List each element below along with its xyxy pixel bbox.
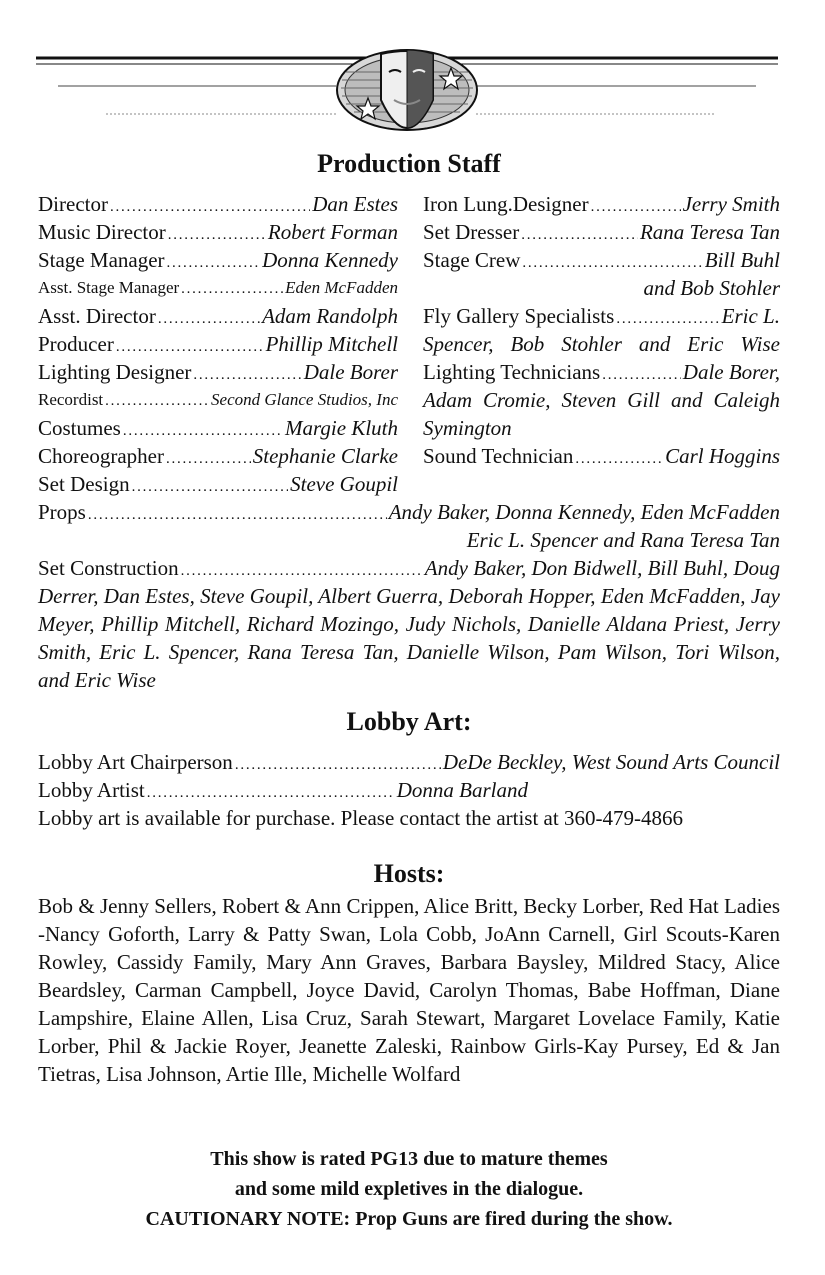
- staff-row: [423, 358, 780, 386]
- staff-name: Eden McFadden: [285, 278, 398, 297]
- staff-row: [38, 386, 398, 414]
- staff-role: Asst. Director: [38, 304, 156, 328]
- staff-row: [38, 498, 780, 526]
- staff-row: [38, 442, 398, 470]
- set-construction-crew: Derrer, Dan Estes, Steve Goupil, Albert Guerra, Deborah Hopper, Eden McFadden, Jay Meyer, Phillip Mitchell, Richard Mozingo, Judy Nichols, Danielle Aldana Priest, Jerry Smith, Eric L. Spencer, Rana Teresa Tan, Danielle Wilson, Pam Wilson, Tori Wilson, and Eric Wise: [38, 584, 780, 692]
- staff-columns: [38, 190, 780, 498]
- staff-name: Second Glance Studios, Inc: [211, 390, 398, 409]
- staff-role: Props: [38, 500, 86, 524]
- staff-left-column: [38, 190, 398, 498]
- set-construction-entry: [38, 554, 780, 694]
- staff-name: Robert Forman: [267, 220, 398, 244]
- props-entry: [38, 498, 780, 554]
- staff-row: [38, 218, 398, 246]
- staff-name: Carl Hoggins: [665, 444, 780, 468]
- staff-role: Asst. Stage Manager: [38, 278, 180, 297]
- staff-role: Recordist: [38, 390, 104, 409]
- staff-role: Choreographer: [38, 444, 164, 468]
- rating-notice: [38, 1144, 780, 1234]
- staff-role: Set Dresser: [423, 220, 520, 244]
- staff-row: [423, 246, 780, 274]
- staff-name: Bill Buhl: [704, 248, 780, 272]
- staff-role: Iron Lung.Designer: [423, 192, 589, 216]
- staff-row: [38, 748, 780, 776]
- staff-name: Dale Borer,: [682, 360, 780, 384]
- production-staff-heading: Production Staff: [317, 149, 501, 178]
- staff-row: [38, 470, 398, 498]
- staff-name-continued: Spencer, Bob Stohler and Eric Wise: [423, 332, 780, 356]
- staff-role: Lighting Designer: [38, 360, 192, 384]
- staff-name: Phillip Mitchell: [265, 332, 398, 356]
- staff-name: Andy Baker, Donna Kennedy, Eden McFadden: [388, 500, 780, 524]
- staff-row: [38, 414, 398, 442]
- staff-name-continued: and Bob Stohler: [643, 276, 780, 300]
- staff-name: Dale Borer: [303, 360, 398, 384]
- staff-row: [38, 302, 398, 330]
- caution-note: CAUTIONARY NOTE: Prop Guns are fired during the show.: [145, 1208, 673, 1230]
- staff-row: [38, 190, 398, 218]
- theatre-mask-emblem-icon: [36, 48, 778, 138]
- staff-row: [38, 776, 528, 804]
- staff-name-continued: Symington: [423, 416, 512, 440]
- staff-row: [423, 190, 780, 218]
- staff-name: Rana Teresa Tan: [639, 220, 780, 244]
- staff-name: Margie Kluth: [285, 416, 398, 440]
- staff-name-continued: Adam Cromie, Steven Gill and Caleigh: [423, 388, 780, 412]
- lobby-art-note: Lobby art is available for purchase. Please contact the artist at 360-479-4866: [38, 806, 683, 830]
- staff-row: [38, 554, 780, 582]
- staff-role: Set Construction: [38, 556, 179, 580]
- staff-role: Lighting Technicians: [423, 360, 601, 384]
- hosts-list: Bob & Jenny Sellers, Robert & Ann Crippen, Alice Britt, Becky Lorber, Red Hat Ladies -Nancy Goforth, Larry & Patty Swan, Lola Cobb, JoAnn Carnell, Girl Scouts-Karen Rowley, Cassidy Family, Mary Ann Graves, Barbara Baysley, Mildred Stacy, Alice Beardsley, Carman Campbell, Joyce David, Carolyn Thomas, Babe Hoffman, Diane Lampshire, Elaine Allen, Lisa Cruz, Sarah Stewart, Margaret Lovelace Family, Katie Lorber, Phil & Jackie Royer, Jeanette Zaleski, Rainbow Girls-Kay Pursey, Ed & Jan Tietras, Lisa Johnson, Artie Ille, Michelle Wolfard: [38, 894, 780, 1086]
- staff-role: Sound Technician: [423, 444, 574, 468]
- staff-right-column: [423, 190, 780, 470]
- staff-name: Andy Baker, Don Bidwell, Bill Buhl, Doug: [424, 556, 780, 580]
- lobby-art-heading: Lobby Art:: [346, 707, 472, 736]
- staff-role: Fly Gallery Specialists: [423, 304, 615, 328]
- staff-role: Stage Manager: [38, 248, 165, 272]
- staff-role: Music Director: [38, 220, 166, 244]
- staff-row: [38, 246, 398, 274]
- lobby-art-section: [38, 748, 780, 832]
- staff-name: Stephanie Clarke: [252, 444, 398, 468]
- staff-row: [423, 302, 780, 330]
- hosts-heading: Hosts:: [373, 859, 445, 888]
- staff-name: DeDe Beckley, West Sound Arts Council: [442, 750, 780, 774]
- staff-name: Adam Randolph: [262, 304, 398, 328]
- staff-role: Producer: [38, 332, 114, 356]
- staff-role: Lobby Art Chairperson: [38, 750, 233, 774]
- staff-row: [38, 274, 398, 302]
- staff-role: Director: [38, 192, 108, 216]
- staff-name-continued: Eric L. Spencer and Rana Teresa Tan: [466, 528, 780, 552]
- staff-name: Donna Kennedy: [262, 248, 398, 272]
- staff-row: [423, 218, 780, 246]
- staff-name: Eric L.: [721, 304, 780, 328]
- rating-notice-line: This show is rated PG13 due to mature themes: [210, 1148, 608, 1170]
- staff-row: [423, 442, 780, 470]
- staff-row: [38, 330, 398, 358]
- staff-role: Stage Crew: [423, 248, 521, 272]
- staff-name: Steve Goupil: [290, 472, 398, 496]
- staff-name: Dan Estes: [312, 192, 398, 216]
- staff-row: [38, 358, 398, 386]
- staff-role: Costumes: [38, 416, 121, 440]
- staff-role: Set Design: [38, 472, 130, 496]
- rating-notice-line: and some mild expletives in the dialogue.: [234, 1178, 584, 1200]
- staff-name: Jerry Smith: [682, 192, 780, 216]
- staff-role: Lobby Artist: [38, 778, 145, 802]
- staff-name: Donna Barland: [396, 778, 528, 802]
